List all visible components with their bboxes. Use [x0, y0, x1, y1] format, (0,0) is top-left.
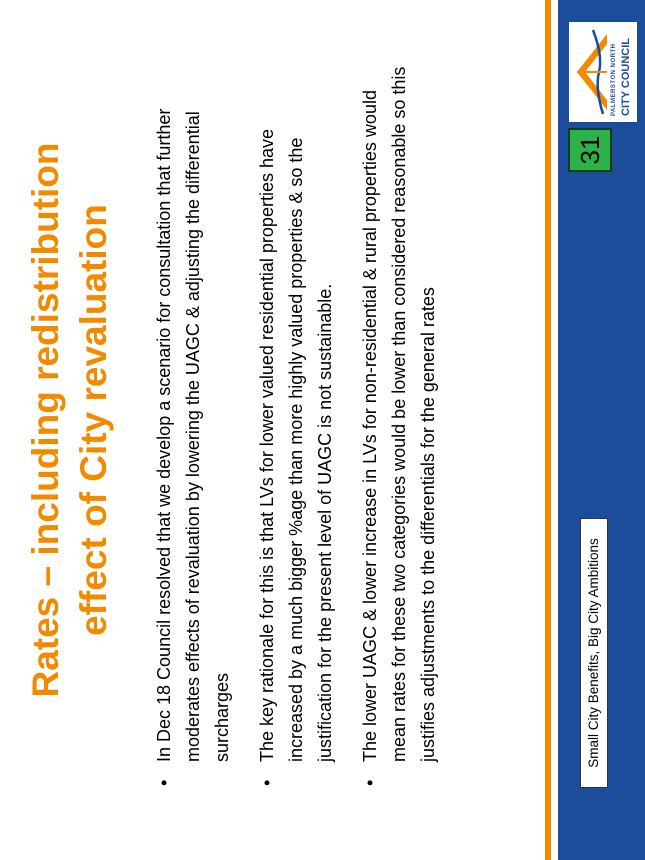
council-logo: [568, 21, 638, 123]
bullet-item: [253, 62, 340, 786]
title-line-1: Rates – including redistribution: [25, 142, 66, 698]
logo-text-line-2: CITY COUNCIL: [620, 37, 632, 116]
page-number-badge: 31: [568, 128, 612, 172]
bullet-text: The lower UAGC & lower increase in LVs for non-residential & rural properties would mean rates for these two categories would be lower than considered reasonable so this justifies adjustments to the differentials for the general rates: [360, 66, 438, 762]
logo-text-line-1: PALMERSTON NORTH: [611, 43, 617, 116]
bullet-dot: •: [360, 779, 380, 786]
accent-divider: [545, 0, 551, 860]
bullet-dot: •: [154, 779, 174, 786]
bullet-item: [356, 62, 443, 786]
bullet-item: [150, 62, 237, 786]
bullet-dot: •: [257, 779, 277, 786]
bullet-text: The key rationale for this is that LVs for lower valued residential properties have increased by a much bigger %age than more highly valued properties & so the justification for the present level of UAGC is not sustainable.: [257, 129, 335, 762]
title-line-2: effect of City revaluation: [73, 204, 114, 636]
footer-tagline: Small City Benefits, Big City Ambitions: [580, 518, 608, 788]
bullet-list: [150, 62, 459, 786]
logo-mark-icon: [573, 26, 611, 118]
slide-title: [22, 40, 118, 800]
bullet-text: In Dec 18 Council resolved that we develop a scenario for consultation that further moderates effects of revaluation by lowering the UAGC & adjusting the differential surcharges: [154, 108, 232, 762]
